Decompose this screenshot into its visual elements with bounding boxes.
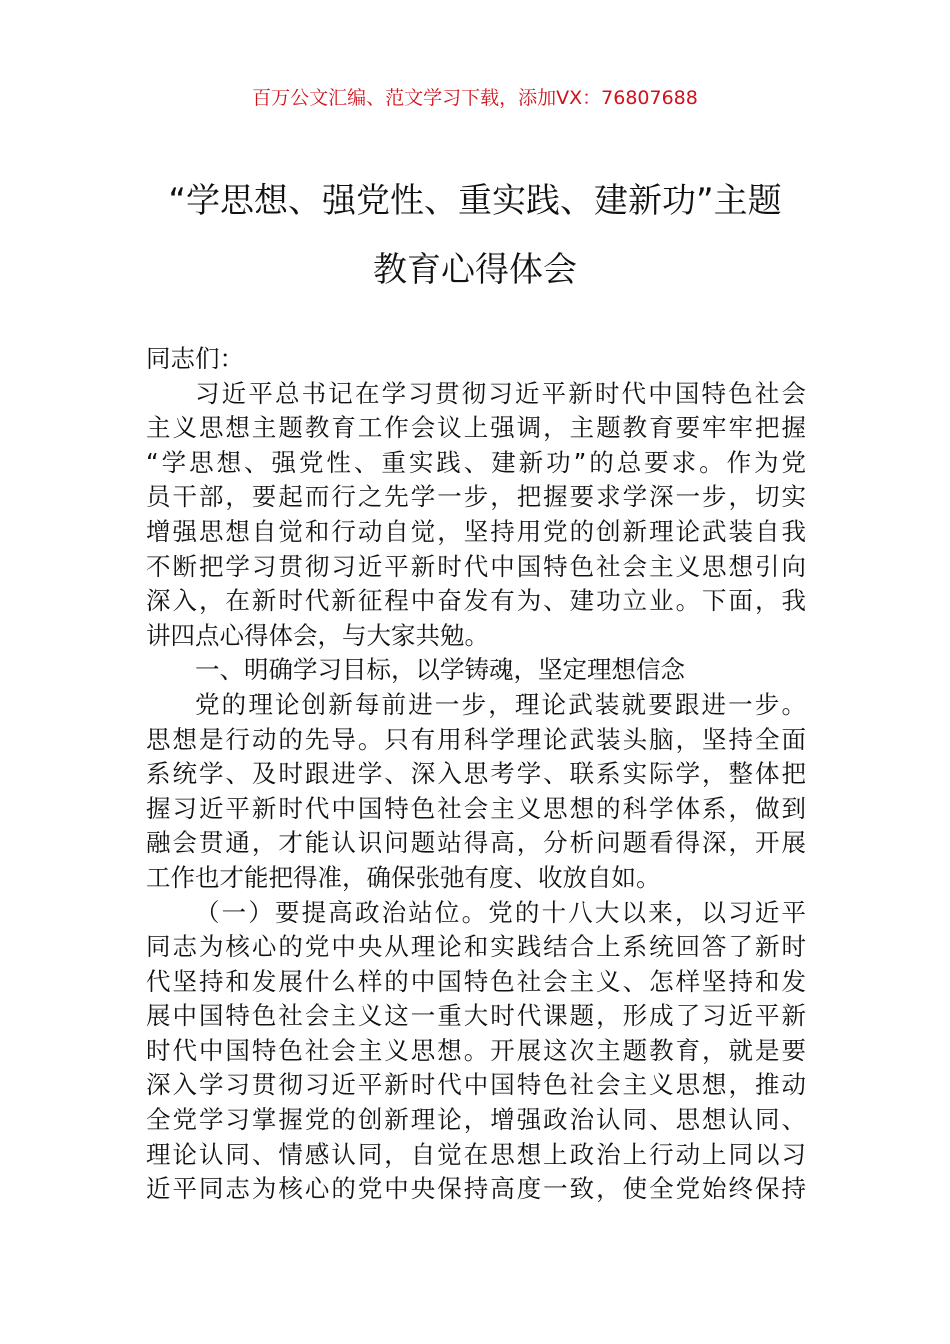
paragraph-line: 理论认同、情感认同，自觉在思想上政治上行动上同以习 <box>146 1139 806 1169</box>
paragraph-line: 全党学习掌握党的创新理论，增强政治认同、思想认同、 <box>146 1105 806 1135</box>
paragraph-line: 代坚持和发展什么样的中国特色社会主义、怎样坚持和发 <box>146 966 806 996</box>
paragraph-line: 习近平总书记在学习贯彻习近平新时代中国特色社会 <box>195 378 806 408</box>
paragraph-line: 讲四点心得体会，与大家共勉。 <box>146 620 489 650</box>
header-watermark-note: 百万公文汇编、范文学习下载，添加VX：76807688 <box>252 87 698 109</box>
paragraph-line: 工作也才能把得准，确保张弛有度、收放自如。 <box>146 862 661 892</box>
document-title-line-2: 教育心得体会 <box>373 250 577 290</box>
paragraph-line: 深入学习贯彻习近平新时代中国特色社会主义思想，推动 <box>146 1070 806 1100</box>
intro-paragraph <box>146 377 806 654</box>
paragraph-line: 同志为核心的党中央从理论和实践结合上系统回答了新时 <box>146 932 806 962</box>
paragraph-line: 近平同志为核心的党中央保持高度一致，使全党始终保持 <box>146 1174 806 1204</box>
paragraph-line: （一）要提高政治站位。党的十八大以来，以习近平 <box>195 897 806 927</box>
subsection-1-paragraph <box>146 896 806 1207</box>
paragraph-line: 握习近平新时代中国特色社会主义思想的科学体系，做到 <box>146 793 806 823</box>
paragraph-line: 增强思想自觉和行动自觉，坚持用党的创新理论武装自我 <box>146 516 806 546</box>
section-heading-1: 一、明确学习目标，以学铸魂，坚定理想信念 <box>195 655 685 685</box>
paragraph-line: 深入，在新时代新征程中奋发有为、建功立业。下面，我 <box>146 586 806 616</box>
paragraph-line: 思想是行动的先导。只有用科学理论武装头脑，坚持全面 <box>146 724 806 754</box>
document-body <box>146 342 806 1207</box>
paragraph-line: 展中国特色社会主义这一重大时代课题，形成了习近平新 <box>146 1001 806 1031</box>
section-1-paragraph <box>146 688 806 896</box>
salutation: 同志们： <box>146 344 244 373</box>
paragraph-line: “学思想、强党性、重实践、建新功”的总要求。作为党 <box>146 447 806 477</box>
paragraph-line: 融会贯通，才能认识问题站得高，分析问题看得深，开展 <box>146 828 806 858</box>
document-title-line-1: “学思想、强党性、重实践、建新功”主题 <box>168 181 782 221</box>
paragraph-line: 不断把学习贯彻习近平新时代中国特色社会主义思想引向 <box>146 551 806 581</box>
paragraph-line: 党的理论创新每前进一步，理论武装就要跟进一步。 <box>195 689 806 719</box>
paragraph-line: 系统学、及时跟进学、深入思考学、联系实际学，整体把 <box>146 759 806 789</box>
paragraph-line: 主义思想主题教育工作会议上强调，主题教育要牢牢把握 <box>146 413 806 443</box>
paragraph-line: 时代中国特色社会主义思想。开展这次主题教育，就是要 <box>146 1035 806 1065</box>
paragraph-line: 员干部，要起而行之先学一步，把握要求学深一步，切实 <box>146 482 806 512</box>
